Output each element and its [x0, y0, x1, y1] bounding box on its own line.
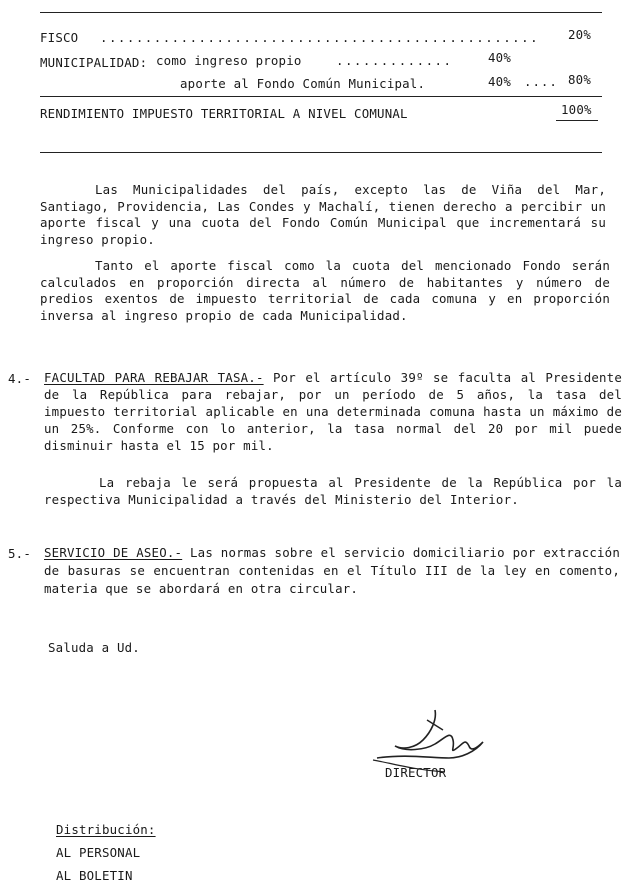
fisco-pct: 20% — [568, 27, 591, 42]
section-4-body — [44, 369, 622, 454]
paragraph-calculo-fondo: Tanto el aporte fiscal como la cuota del mencionado Fondo serán calculados en proporción directa al número de habitantes y número de predios exentos de impuesto territorial de cada comuna y en proporción inversa al ingreso propio de cada Municipalidad. — [40, 258, 610, 323]
table-bottom-rule — [40, 152, 602, 153]
section-5-number: 5.- — [8, 546, 31, 561]
section-5-body — [44, 544, 620, 598]
section-4-text: Por el artículo 39º se faculta al Presidente de la República para rebajar, por un período de 5 años, la tasa del impuesto territorial aplicable en una determinada comuna hasta un máximo de un 25%. Conforme con lo anterior, la tasa normal del 20 por mil puede disminuir hasta el 15 por mil. — [44, 370, 622, 453]
municipalidad-total-pct: 80% — [568, 72, 591, 87]
signer-title: DIRECTOR — [385, 765, 447, 780]
section-4-heading: FACULTAD PARA REBAJAR TASA.- — [44, 370, 264, 385]
top-rule — [40, 12, 602, 13]
handwritten-signature — [365, 700, 495, 800]
municipalidad-line2-pct: 40% — [488, 74, 511, 89]
salutation: Saluda a Ud. — [48, 640, 140, 655]
section-5-text: Las normas sobre el servicio domiciliario por extracción de basuras se encuentran contenidas en el Título III de la ley en comento, materia que se abordará en otra circular. — [44, 545, 620, 596]
municipalidad-line2-text: aporte al Fondo Común Municipal. — [180, 76, 426, 91]
municipalidad-line1-pct: 40% — [488, 50, 511, 65]
paragraph-municipal-aporte: Las Municipalidades del país, excepto las de Viña del Mar, Santiago, Providencia, Las Condes y Machalí, tienen derecho a percibir un aporte fiscal y una cuota del Fondo Común Municipal que incrementará su ingreso propio. — [40, 182, 606, 247]
rendimiento-pct: 100% — [561, 102, 592, 117]
table-separator-rule — [40, 96, 602, 97]
section-4-second-paragraph: La rebaja le será propuesta al Presidente de la República por la respectiva Municipalidad a través del Ministerio del Interior. — [44, 475, 622, 507]
distribution-item: AL PERSONAL — [56, 845, 141, 860]
section-4-number: 4.- — [8, 371, 31, 386]
municipalidad-line1-dots: ............. — [336, 53, 453, 68]
distribution-item: AL BOLETIN — [56, 868, 133, 883]
municipalidad-total-dots: .... — [524, 74, 558, 89]
rendimiento-underline — [556, 120, 598, 121]
fisco-dots: ................................................. — [100, 30, 540, 45]
municipalidad-label: MUNICIPALIDAD: — [40, 55, 148, 70]
rendimiento-label: RENDIMIENTO IMPUESTO TERRITORIAL A NIVEL COMUNAL — [40, 106, 408, 121]
distribution-heading: Distribución: — [56, 822, 156, 837]
section-5-heading: SERVICIO DE ASEO.- — [44, 545, 183, 560]
municipalidad-line1-text: como ingreso propio — [156, 53, 302, 68]
fisco-label: FISCO — [40, 30, 79, 45]
